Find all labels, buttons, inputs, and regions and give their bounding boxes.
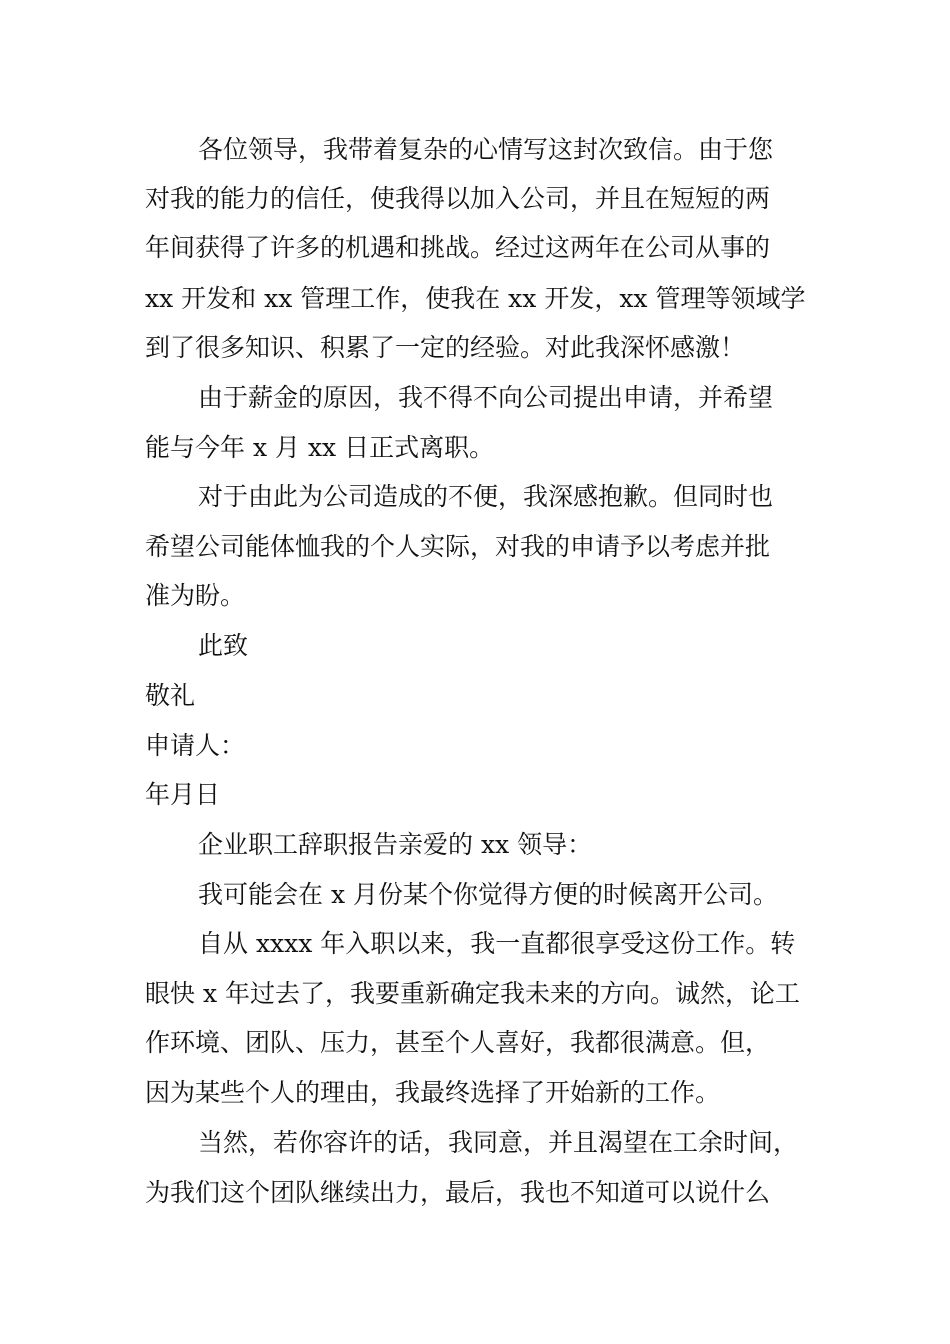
paragraph-5-line-2: 眼快 x 年过去了，我要重新确定我未来的方向。诚然，论工 [145, 979, 800, 1008]
paragraph-2-line-2: 能与今年 x 月 xx 日正式离职。 [145, 433, 495, 462]
paragraph-1-line-1: 各位领导，我带着复杂的心情写这封次致信。由于您 [198, 135, 774, 164]
paragraph-4-line-1: 我可能会在 x 月份某个你觉得方便的时候离开公司。 [198, 880, 778, 909]
paragraph-3-line-1: 对于由此为公司造成的不便，我深感抱歉。但同时也 [198, 482, 774, 511]
closing-salutation: 此致 [198, 631, 249, 660]
paragraph-1-line-3: 年间获得了许多的机遇和挑战。经过这两年在公司从事的 [145, 233, 771, 262]
date-label: 年月日 [145, 780, 221, 809]
paragraph-6-line-2: 为我们这个团队继续出力，最后，我也不知道可以说什么 [145, 1178, 771, 1207]
paragraph-2-line-1: 由于薪金的原因，我不得不向公司提出申请，并希望 [198, 383, 774, 412]
paragraph-3-line-3: 准为盼。 [145, 581, 246, 610]
paragraph-1-line-4: xx 开发和 xx 管理工作，使我在 xx 开发，xx 管理等领域学 [145, 284, 806, 313]
paragraph-5-line-3: 作环境、团队、压力，甚至个人喜好，我都很满意。但， [145, 1028, 771, 1057]
second-letter-heading: 企业职工辞职报告亲爱的 xx 领导： [198, 830, 593, 859]
paragraph-5-line-4: 因为某些个人的理由，我最终选择了开始新的工作。 [145, 1078, 721, 1107]
paragraph-1-line-5: 到了很多知识、积累了一定的经验。对此我深怀感激！ [145, 333, 746, 362]
paragraph-5-line-1: 自从 xxxx 年入职以来，我一直都很享受这份工作。转 [198, 929, 796, 958]
paragraph-1-line-2: 对我的能力的信任，使我得以加入公司，并且在短短的两 [145, 184, 771, 213]
closing-regards: 敬礼 [145, 681, 196, 710]
applicant-label: 申请人： [145, 731, 246, 760]
paragraph-3-line-2: 希望公司能体恤我的个人实际，对我的申请予以考虑并批 [145, 532, 771, 561]
paragraph-6-line-1: 当然，若你容许的话，我同意，并且渴望在工余时间， [198, 1128, 799, 1157]
